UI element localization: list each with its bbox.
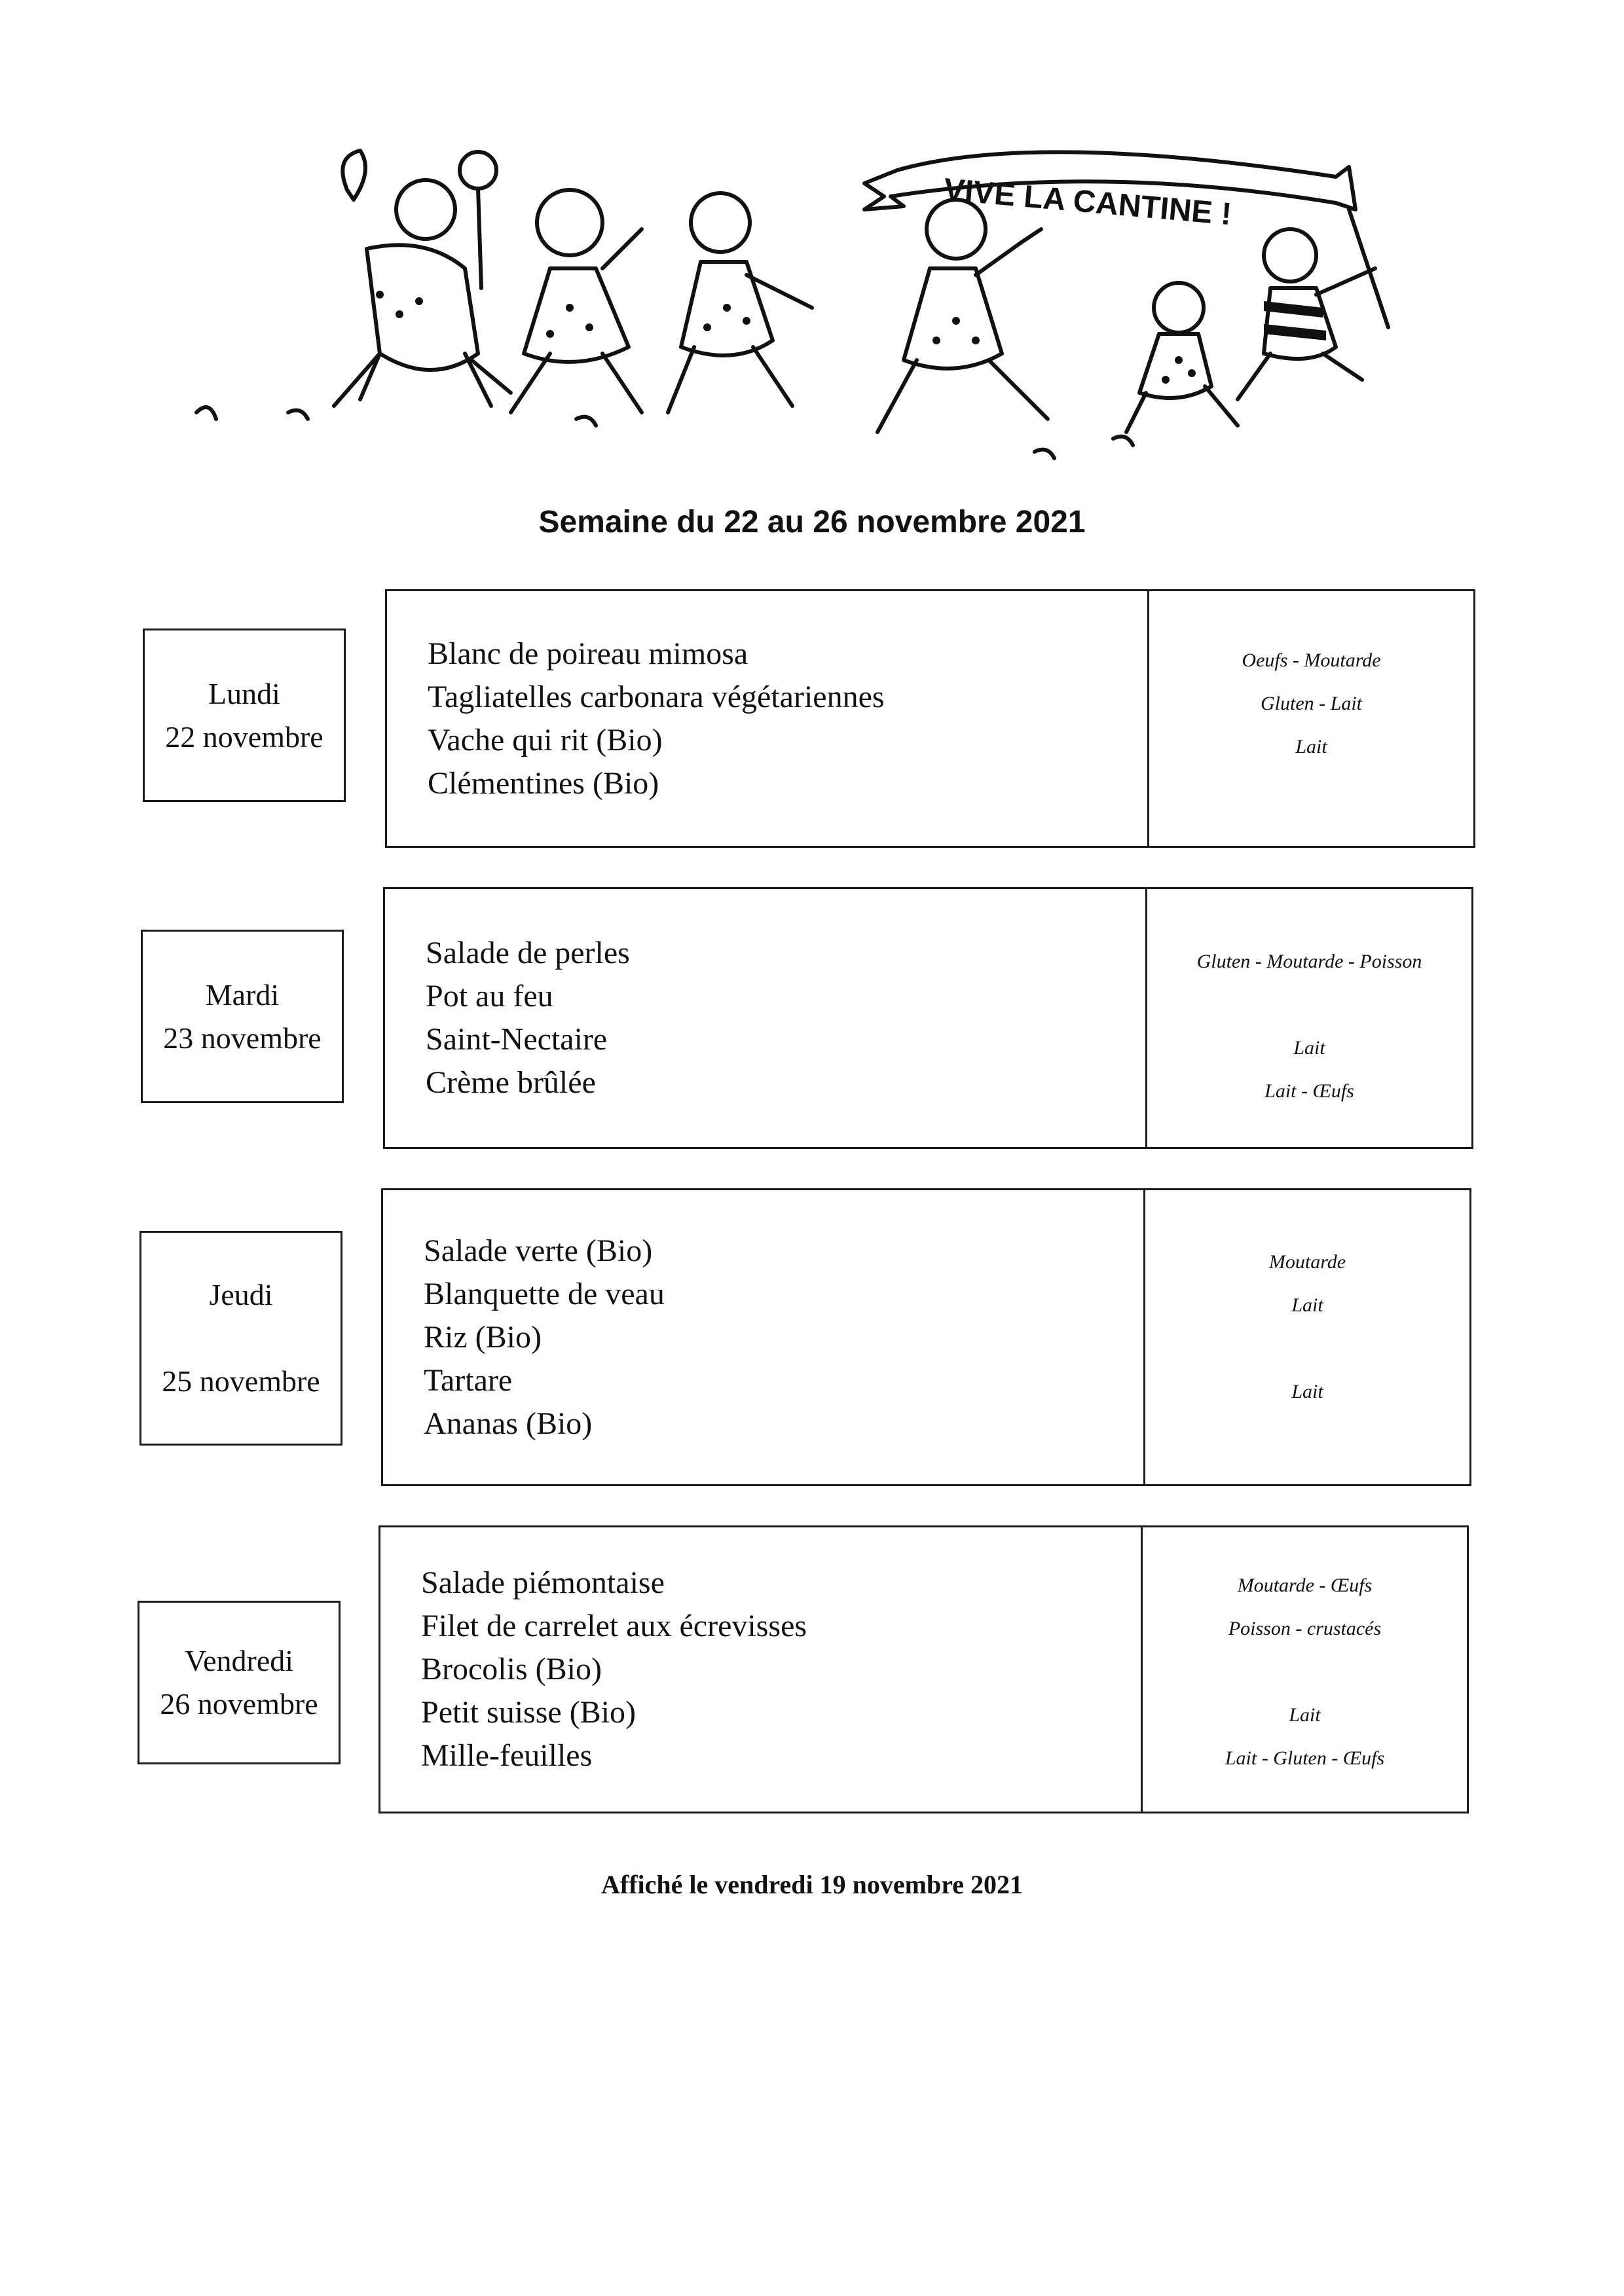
dish-list [387,591,1149,846]
day-name: Lundi [208,676,280,710]
menu-box-lundi [385,589,1475,848]
allergen-item: Gluten - Moutarde - Poisson [1196,951,1422,972]
allergen-item: Lait [1289,1704,1321,1726]
dish-item: Vache qui rit (Bio) [428,722,663,757]
day-date: 25 novembre [162,1364,320,1398]
day-name: Mardi [205,977,280,1011]
banner-slogan: VIVE LA CANTINE ! [942,172,1233,232]
allergen-item: Lait [1291,1381,1323,1402]
dish-item: Salade de perles [426,936,630,970]
day-box-vendredi [138,1601,341,1764]
allergen-item: Lait - Gluten - Œufs [1225,1747,1385,1769]
day-name: Vendredi [184,1644,294,1677]
day-date: 23 novembre [163,1021,322,1055]
dish-list [383,1190,1145,1484]
menu-box-mardi [383,887,1473,1149]
allergen-list [1145,1190,1469,1484]
allergen-item: Lait [1293,1037,1325,1059]
menu-box-vendredi [378,1525,1469,1813]
dish-item: Crème brûlée [426,1065,596,1100]
day-box-mardi [141,930,344,1103]
day-date: 26 novembre [160,1687,318,1721]
week-title: Semaine du 22 au 26 novembre 2021 [538,505,1086,539]
allergen-item: Poisson - crustacés [1228,1618,1382,1639]
allergen-item: Lait [1295,736,1327,757]
dish-item: Pot au feu [426,979,553,1013]
dish-item: Blanc de poireau mimosa [428,636,748,671]
dish-item: Tagliatelles carbonara végétariennes [428,679,885,714]
menu-box-jeudi [381,1188,1471,1486]
dish-item: Mille-feuilles [421,1738,593,1773]
day-date: 22 novembre [165,720,323,754]
dish-item: Salade piémontaise [421,1565,665,1600]
allergen-item: Oeufs - Moutarde [1242,649,1381,671]
dish-item: Salade verte (Bio) [424,1233,653,1268]
dish-item: Riz (Bio) [424,1319,542,1355]
allergen-list [1149,591,1473,846]
dish-list [380,1527,1143,1812]
allergen-item: Moutarde - Œufs [1237,1575,1373,1596]
dish-item: Saint-Nectaire [426,1022,608,1057]
allergen-list [1147,889,1471,1147]
banner-illustration [183,137,1414,465]
dish-item: Blanquette de veau [424,1276,665,1311]
dish-item: Clémentines (Bio) [428,765,659,801]
posted-note: Affiché le vendredi 19 novembre 2021 [600,1870,1023,1899]
dish-item: Tartare [424,1362,513,1398]
dish-item: Brocolis (Bio) [421,1652,602,1686]
allergen-list [1143,1527,1467,1812]
day-box-jeudi [139,1231,342,1446]
allergen-item: Moutarde [1268,1251,1346,1273]
allergen-item: Gluten - Lait [1261,693,1362,714]
allergen-item: Lait - Œufs [1264,1080,1354,1102]
dish-item: Filet de carrelet aux écrevisses [421,1609,807,1643]
dish-item: Petit suisse (Bio) [421,1695,637,1730]
dish-list [385,889,1147,1147]
day-name: Jeudi [209,1278,273,1311]
dish-item: Ananas (Bio) [424,1406,593,1441]
day-box-lundi [143,629,346,802]
allergen-item: Lait [1291,1294,1323,1316]
